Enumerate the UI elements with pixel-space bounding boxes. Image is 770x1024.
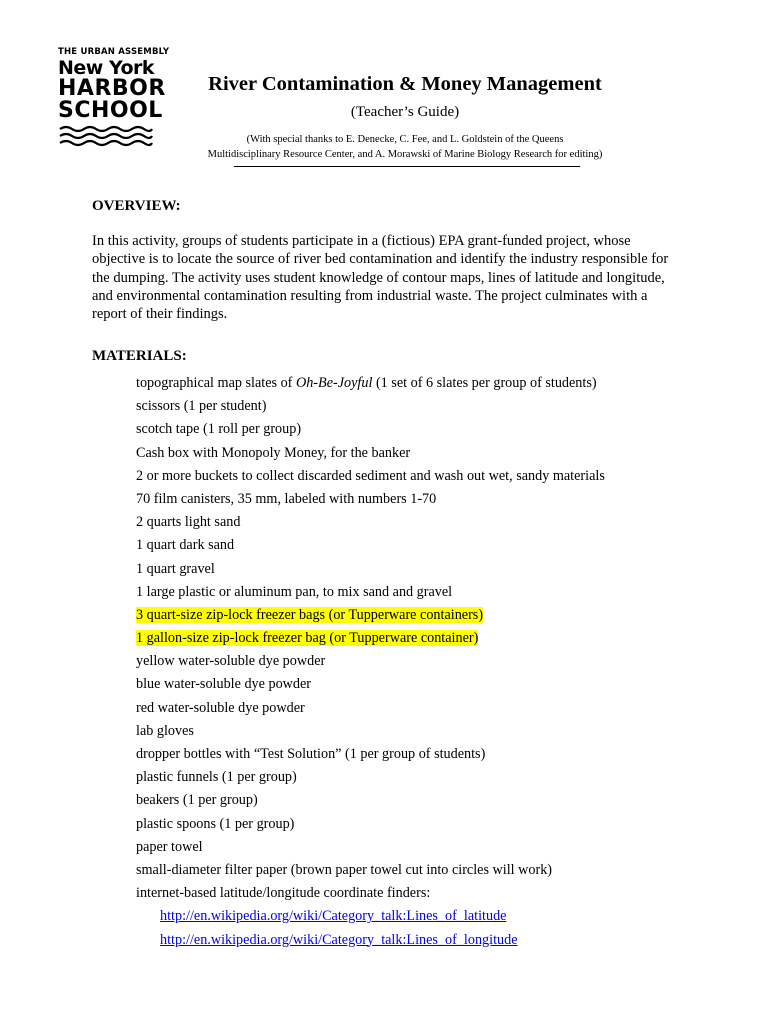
list-item: beakers (1 per group): [136, 792, 258, 809]
list-item: blue water-soluble dye powder: [136, 676, 312, 693]
overview-heading: OVERVIEW:: [92, 198, 181, 214]
list-item-text: topographical map slates of: [136, 375, 296, 391]
link-list-container: [136, 906, 605, 952]
list-item: red water-soluble dye powder: [136, 699, 305, 716]
coordinate-finder-links: [136, 906, 605, 952]
logo-line-2: New York: [58, 56, 155, 79]
logo-line-1: THE URBAN ASSEMBLY: [58, 47, 170, 57]
list-item: small-diameter filter paper (brown paper towel cut into circles will work): [136, 861, 553, 878]
list-item: scotch tape (1 roll per group): [136, 421, 302, 438]
acknowledgements-line-1: (With special thanks to E. Denecke, C. Fee, and L. Goldstein of the Queens: [246, 134, 564, 145]
list-item: internet-based latitude/longitude coordinate finders:: [136, 885, 431, 902]
list-item: [160, 930, 605, 953]
list-item: lab gloves: [136, 722, 194, 739]
list-item: 2 or more buckets to collect discarded sediment and wash out wet, sandy materials: [136, 467, 605, 484]
page-title: River Contamination & Money Management: [208, 73, 602, 95]
list-item: 1 quart dark sand: [136, 537, 235, 554]
list-item: [136, 373, 605, 396]
highlighted-text: 1 gallon-size zip-lock freezer bag (or Tupperware container): [136, 630, 479, 647]
latitude-link[interactable]: http://en.wikipedia.org/wiki/Category_talk:Lines_of_latitude: [160, 908, 507, 925]
waves-icon: [58, 125, 154, 147]
logo-line-3: HARBOR: [58, 75, 166, 101]
list-item: 1 large plastic or aluminum pan, to mix sand and gravel: [136, 583, 453, 600]
acknowledgements-line-2: Multidisciplinary Resource Center, and A. Morawski of Marine Biology Research for editing): [207, 149, 603, 160]
list-item: paper towel: [136, 838, 203, 855]
list-item: plastic spoons (1 per group): [136, 815, 295, 832]
list-item: 70 film canisters, 35 mm, labeled with numbers 1-70: [136, 490, 437, 507]
materials-heading: MATERIALS:: [92, 348, 187, 364]
list-item-highlighted: [136, 605, 605, 628]
map-name: Oh-Be-Joyful: [295, 375, 373, 391]
school-logo: [58, 47, 170, 147]
longitude-link[interactable]: http://en.wikipedia.org/wiki/Category_talk:Lines_of_longitude: [160, 931, 518, 948]
highlighted-text: 3 quart-size zip-lock freezer bags (or Tupperware containers): [136, 606, 484, 623]
materials-list: [136, 373, 605, 953]
list-item: yellow water-soluble dye powder: [136, 653, 326, 670]
document-header: [180, 70, 630, 162]
logo-line-4: SCHOOL: [58, 97, 163, 123]
list-item: Cash box with Monopoly Money, for the banker: [136, 444, 411, 461]
list-item: 1 quart gravel: [136, 560, 215, 577]
list-item: scissors (1 per student): [136, 398, 267, 415]
list-item: plastic funnels (1 per group): [136, 769, 297, 786]
page-subtitle: (Teacher’s Guide): [350, 104, 460, 120]
list-item: [160, 906, 605, 929]
list-item-highlighted: [136, 628, 605, 651]
list-item: dropper bottles with “Test Solution” (1 per group of students): [136, 746, 486, 762]
list-item-text: (1 set of 6 slates per group of students): [372, 375, 597, 391]
overview-paragraph: In this activity, groups of students participate in a (fictious) EPA grant-funded project, whose objective is to locate the source of river bed contamination and identify the industry responsible for the dumping. The activity uses student knowledge of contour maps, lines of latitude and longitude, and environmental contamination resulting from industrial waste. The project culminates with a report of their findings.: [92, 233, 669, 323]
header-divider: [234, 166, 580, 167]
acknowledgements: [180, 132, 630, 162]
list-item: 2 quarts light sand: [136, 514, 241, 531]
